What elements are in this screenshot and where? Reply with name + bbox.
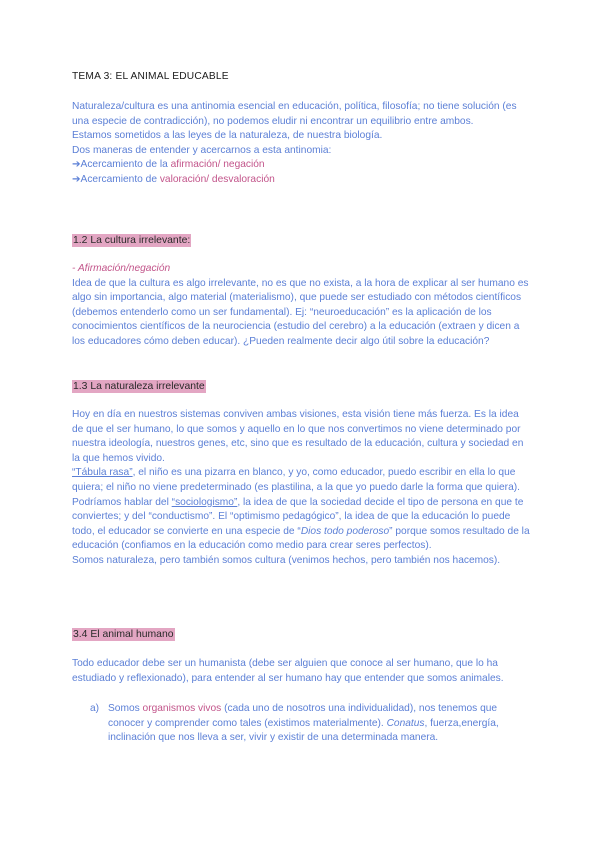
intro-item-text: Acercamiento de la xyxy=(80,159,171,171)
section-heading-2 xyxy=(72,380,532,395)
section-heading-3 xyxy=(72,628,532,643)
paragraph-text: , el niño es una pizarra en blanco, y yo, como educador, puedo escribir en ella lo que quiera; el niño no viene predeterminado (es plastilina, a la que yo puedo darle la forma que quiera). xyxy=(72,467,520,493)
section-1-body xyxy=(72,262,532,350)
heading-highlight: 3.4 El animal humano xyxy=(73,629,174,640)
tabula-rasa-link[interactable]: “Tábula rasa” xyxy=(72,467,133,479)
intro-list-item xyxy=(72,158,532,173)
intro-item-text: Acercamiento de xyxy=(80,173,160,185)
emphasis-text: Dios todo poderoso xyxy=(300,525,390,537)
intro-list-item xyxy=(72,173,532,188)
section-2-paragraph-3 xyxy=(72,496,532,554)
paragraph-text: (cada uno de nosotros una individualidad), nos tenemos que conocer y comprender como tales (existimos materialmente). xyxy=(108,703,498,729)
italic-text: Conatus xyxy=(386,717,425,729)
section-2-paragraph-4: Somos naturaleza, pero también somos cultura (venimos hechos, pero también nos hacemos). xyxy=(72,554,501,566)
emphasis-text: organismos vivos xyxy=(142,703,222,714)
section-heading-1 xyxy=(72,234,532,249)
intro-paragraph-3: Dos maneras de entender y acercarnos a esta antinomia: xyxy=(72,144,332,156)
intro-item-emphasis: afirmación/ negación xyxy=(170,159,265,171)
intro-paragraph-2: Estamos sometidos a las leyes de la naturaleza, de nuestra biología. xyxy=(72,130,383,142)
list-item-text xyxy=(108,702,508,746)
section-2-paragraph-2 xyxy=(72,466,532,495)
section-1-subheading: - Afirmación/negación xyxy=(72,263,171,274)
paragraph-text: Somos xyxy=(108,703,143,714)
heading-highlight: 1.3 La naturaleza irrelevante xyxy=(73,381,205,392)
intro-paragraph-1: Naturaleza/cultura es una antinomia esencial en educación, política, filosofía; no tiene solución (es una especie de contradicción), no podemos eludir ni encontrar un equilibrio entre ambos. xyxy=(72,101,517,127)
page-title: TEMA 3: EL ANIMAL EDUCABLE xyxy=(72,71,229,82)
intro-section xyxy=(72,100,532,188)
arrow-icon: ➔ xyxy=(72,173,81,185)
section-2-paragraph-1: Hoy en día en nuestros sistemas conviven ambas visiones, esta visión tiene más fuerza. Es la idea de que el ser humano, lo que somos y aquello en lo que nos convertimos no viene determinado por nuestra ideología, nuestros genes, etc, sino que es resultado de la educación, cultura y sociedad en la que hemos vivido. xyxy=(72,409,524,464)
sociologismo-link[interactable]: “sociologismo” xyxy=(171,496,238,508)
paragraph-text: , fuerza,energía, inclinación que nos lleva a ser, vivir y existir de una determinada manera. xyxy=(108,717,499,744)
arrow-icon: ➔ xyxy=(72,159,81,171)
list-marker: a) xyxy=(90,703,100,714)
paragraph-text: Podríamos hablar del xyxy=(72,496,172,508)
paragraph-text: , la idea de que la sociedad decide el tipo de persona en que te conviertes; y del “conductismo”. El “optimismo pedagógico”, la idea de que la educación lo puede todo, el educador se convierte en una especie de “ xyxy=(72,496,524,537)
intro-item-emphasis: valoración/ desvaloración xyxy=(159,173,275,185)
heading-highlight: 1.2 La cultura irrelevante: xyxy=(73,235,191,246)
section-2-body xyxy=(72,408,532,569)
paragraph-text: ” porque somos resultado de la educación (confiamos en la educación como medio para crear seres perfectos). xyxy=(72,525,530,552)
section-3-paragraph-1: Todo educador debe ser un humanista (debe ser alguien que conoce al ser humano, que lo ha estudiado y reflexionado), para entender al ser humano hay que entender que somos animales. xyxy=(72,658,504,684)
section-1-paragraph: Idea de que la cultura es algo irrelevante, no es que no exista, a la hora de explicar al ser humano es algo sin importancia, algo material (materialismo), que puede ser estudiado con métodos científicos (debemos entenderlo como un ser fundamental). Ej: “neuroeducación” es la aplicación de los conocimientos científicos de la neurociencia (estudio del cerebro) a la educación (extraen y dicen a los educadores cómo deben educar). ¿Pueden realmente decir algo útil sobre la educación? xyxy=(72,277,529,347)
